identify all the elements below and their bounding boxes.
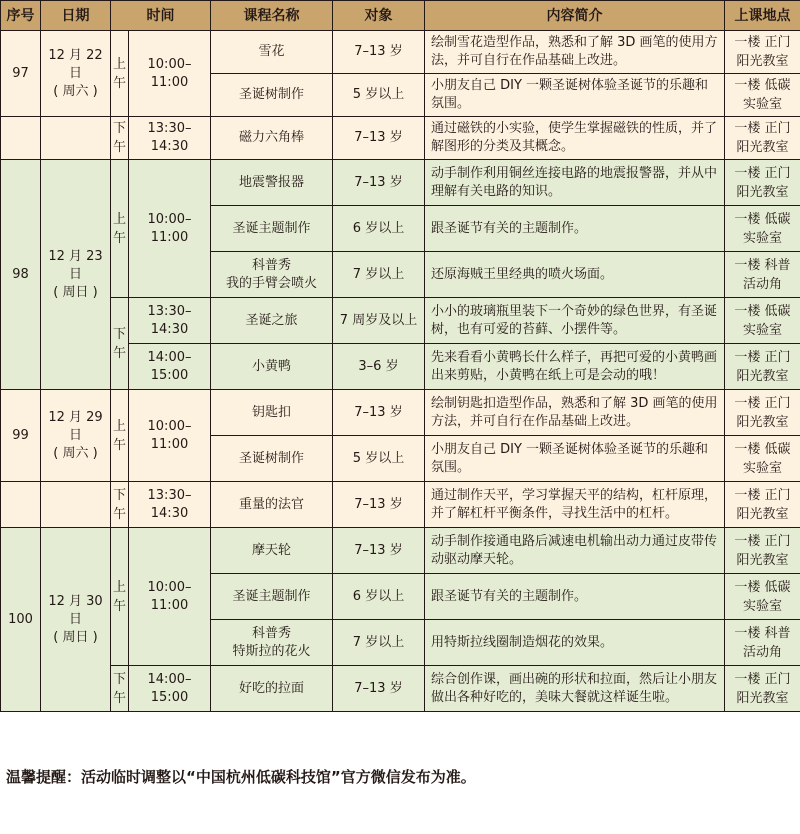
header-row [1,1,800,31]
am-label: 上午 [111,528,129,666]
intro-cell: 绘制钥匙扣造型作品，熟悉和了解 3D 画笔的使用方法，并可自行在作品基础上改进。 [425,390,725,436]
course-cell: 钥匙扣 [211,390,333,436]
location-line-2: 实验室 [742,97,782,112]
time-cell: 14:00–15:00 [129,344,211,390]
location-cell [725,344,800,390]
table-row [1,31,800,74]
intro-cell: 绘制雪花造型作品，熟悉和了解 3D 画笔的使用方法，并可自行在作品基础上改进。 [425,31,725,74]
location-line-2: 阳光教室 [736,414,789,430]
time-cell: 14:00–15:00 [129,666,211,712]
location-cell [725,298,800,344]
location-line-2: 实验室 [742,598,782,614]
location-cell [725,117,800,160]
intro-cell: 小小的玻璃瓶里装下一个奇妙的绿色世界，有圣诞树，也有可爱的苔藓、小摆件等。 [425,298,725,344]
location-line-1: 一楼 正门 [734,671,791,687]
audience-cell: 6 岁以上 [333,574,425,620]
location-line-2: 活动角 [742,276,782,292]
location-line-1: 一楼 正门 [734,35,791,50]
course-cell: 圣诞树制作 [211,436,333,482]
location-line-2: 阳光教室 [736,140,789,155]
date-cell [41,528,111,712]
table-row [1,666,800,712]
intro-cell: 还原海贼王里经典的喷火场面。 [425,252,725,298]
location-line-1: 一楼 低碳 [734,303,791,319]
audience-cell: 5 岁以上 [333,74,425,117]
course-cell [211,620,333,666]
time-cell: 10:00–11:00 [129,390,211,482]
time-cell: 13:30–14:30 [129,482,211,528]
audience-cell: 7–13 岁 [333,117,425,160]
location-line-1: 一楼 科普 [734,625,791,641]
header-audience: 对象 [333,1,425,31]
location-cell [725,528,800,574]
header-location: 上课地点 [725,1,800,31]
weekday-text: ( 周六 ) [53,445,98,461]
audience-cell: 7–13 岁 [333,160,425,206]
course-cell [211,252,333,298]
pm-label: 下午 [111,482,129,528]
time-cell: 13:30–14:30 [129,117,211,160]
table-row [1,117,800,160]
course-cell: 小黄鸭 [211,344,333,390]
course-cell: 圣诞主题制作 [211,574,333,620]
intro-cell: 综合创作课，画出碗的形状和拉面，然后让小朋友做出各种好吃的，美味大餐就这样诞生啦。 [425,666,725,712]
table-row [1,160,800,206]
location-cell [725,206,800,252]
weekday-text: ( 周日 ) [53,629,98,645]
location-line-2: 阳光教室 [736,54,789,69]
location-line-2: 阳光教室 [736,552,789,568]
course-cell: 重量的法官 [211,482,333,528]
location-line-2: 实验室 [742,460,782,476]
seq-cell-empty [1,482,41,528]
location-line-1: 一楼 科普 [734,257,791,273]
location-cell [725,390,800,436]
date-cell [41,390,111,482]
audience-cell: 7 岁以上 [333,252,425,298]
intro-cell: 动手制作利用铜丝连接电路的地震报警器，并从中理解有关电路的知识。 [425,160,725,206]
location-line-2: 阳光教室 [736,184,789,200]
header-intro: 内容简介 [425,1,725,31]
table-row [1,482,800,528]
audience-cell: 3–6 岁 [333,344,425,390]
audience-cell: 7–13 岁 [333,390,425,436]
audience-cell: 7 周岁及以上 [333,298,425,344]
course-cell: 地震警报器 [211,160,333,206]
time-cell: 10:00–11:00 [129,528,211,666]
intro-cell: 动手制作接通电路后减速电机输出动力通过皮带传动驱动摩天轮。 [425,528,725,574]
course-line-1: 科普秀 [251,257,291,273]
intro-cell: 通过磁铁的小实验，使学生掌握磁铁的性质，并了解图形的分类及其概念。 [425,117,725,160]
location-line-2: 实验室 [742,230,782,246]
course-cell: 好吃的拉面 [211,666,333,712]
audience-cell: 7–13 岁 [333,31,425,74]
audience-cell: 7 岁以上 [333,620,425,666]
location-line-2: 阳光教室 [736,506,789,522]
audience-cell: 7–13 岁 [333,528,425,574]
course-cell: 雪花 [211,31,333,74]
intro-cell: 跟圣诞节有关的主题制作。 [425,574,725,620]
location-cell [725,252,800,298]
table-row [1,298,800,344]
location-line-1: 一楼 正门 [734,165,791,181]
audience-cell: 5 岁以上 [333,436,425,482]
time-cell: 10:00–11:00 [129,31,211,117]
date-cell-empty [41,117,111,160]
location-cell [725,160,800,206]
date-cell-empty [41,482,111,528]
location-line-2: 活动角 [742,644,782,660]
date-text: 12 月 30 日 [48,593,103,627]
weekday-text: ( 周日 ) [53,284,98,300]
table-row [1,528,800,574]
time-cell: 13:30–14:30 [129,298,211,344]
header-course: 课程名称 [211,1,333,31]
seq-cell-empty [1,117,41,160]
location-line-1: 一楼 正门 [734,533,791,549]
time-cell: 10:00–11:00 [129,160,211,298]
course-cell: 圣诞主题制作 [211,206,333,252]
location-cell [725,74,800,117]
location-cell [725,436,800,482]
intro-cell: 先来看看小黄鸭长什么样子，再把可爱的小黄鸭画出来剪贴，小黄鸭在纸上可是会动的哦！ [425,344,725,390]
seq-cell: 97 [1,31,41,117]
audience-cell: 6 岁以上 [333,206,425,252]
am-label: 上午 [111,31,129,117]
location-line-1: 一楼 低碳 [734,211,791,227]
intro-cell: 跟圣诞节有关的主题制作。 [425,206,725,252]
location-line-1: 一楼 正门 [734,121,791,136]
course-cell: 磁力六角棒 [211,117,333,160]
course-line-1: 科普秀 [251,625,291,641]
header-date: 日期 [41,1,111,31]
location-line-1: 一楼 低碳 [734,441,791,457]
intro-cell: 小朋友自己 DIY 一颗圣诞树体验圣诞节的乐趣和氛围。 [425,436,725,482]
location-line-1: 一楼 低碳 [734,78,791,93]
location-cell [725,31,800,74]
intro-cell: 通过制作天平，学习掌握天平的结构，杠杆原理，并了解杠杆平衡条件，寻找生活中的杠杆。 [425,482,725,528]
location-line-1: 一楼 正门 [734,349,791,365]
location-line-1: 一楼 正门 [734,487,791,503]
audience-cell: 7–13 岁 [333,482,425,528]
course-cell: 圣诞树制作 [211,74,333,117]
date-cell [41,31,111,117]
course-line-2: 特斯拉的花火 [232,643,311,659]
date-text: 12 月 23 日 [48,248,103,282]
table-row [1,390,800,436]
location-cell [725,620,800,666]
seq-cell: 99 [1,390,41,482]
location-line-1: 一楼 低碳 [734,579,791,595]
course-line-2: 我的手臂会喷火 [225,275,317,291]
header-time: 时间 [111,1,211,31]
location-cell [725,574,800,620]
pm-label: 下午 [111,117,129,160]
location-line-2: 实验室 [742,322,782,338]
location-line-1: 一楼 正门 [734,395,791,411]
seq-cell: 98 [1,160,41,390]
location-line-2: 阳光教室 [736,690,789,706]
date-cell [41,160,111,390]
course-cell: 摩天轮 [211,528,333,574]
intro-cell: 小朋友自己 DIY 一颗圣诞树体验圣诞节的乐趣和氛围。 [425,74,725,117]
date-text: 12 月 29 日 [48,409,103,443]
am-label: 上午 [111,160,129,298]
pm-label: 下午 [111,298,129,390]
audience-cell: 7–13 岁 [333,666,425,712]
am-label: 上午 [111,390,129,482]
location-cell [725,666,800,712]
date-text: 12 月 22 日 [48,47,103,81]
intro-cell: 用特斯拉线圈制造烟花的效果。 [425,620,725,666]
course-cell: 圣诞之旅 [211,298,333,344]
header-seq: 序号 [1,1,41,31]
seq-cell: 100 [1,528,41,712]
location-line-2: 阳光教室 [736,368,789,384]
location-cell [725,482,800,528]
pm-label: 下午 [111,666,129,712]
weekday-text: ( 周六 ) [53,83,98,99]
notice-text: 温馨提醒：活动临时调整以“中国杭州低碳科技馆”官方微信发布为准。 [6,768,476,786]
